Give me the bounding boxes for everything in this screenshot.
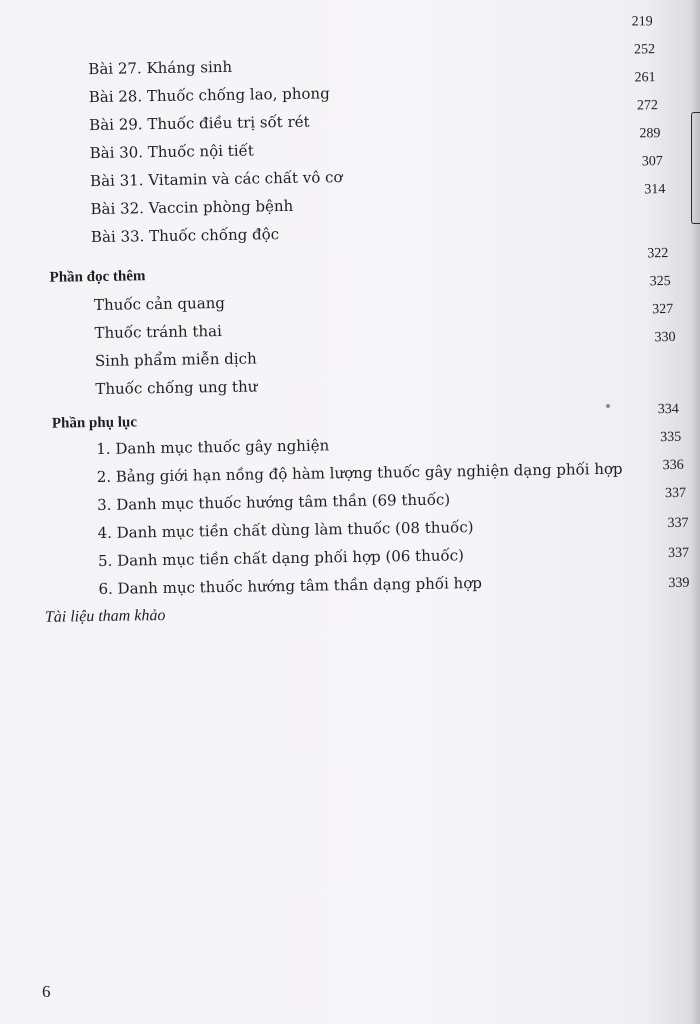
toc-entry: Sinh phẩm miễn dịch	[94, 349, 257, 371]
toc-page-number: 339	[668, 575, 690, 592]
toc-page-number: 337	[667, 545, 690, 562]
toc-entry: Bài 29. Thuốc điều trị sốt rét	[89, 112, 310, 135]
toc-page-number: 335	[660, 429, 682, 446]
toc-entry: 4. Danh mục tiền chất dùng làm thuốc (08 thuốc)	[97, 518, 474, 542]
section-page-number: 334	[657, 401, 679, 418]
toc-entry: Bài 32. Vaccin phòng bệnh	[90, 196, 294, 219]
toc-page-number: 337	[664, 485, 687, 502]
toc-entry: Bài 30. Thuốc nội tiết	[89, 141, 254, 163]
toc-page-number: 325	[649, 273, 671, 290]
page-number: 6	[42, 982, 51, 1001]
toc-page-number: 327	[652, 301, 674, 318]
toc-entry: Thuốc cản quang	[93, 293, 226, 315]
toc-entry: Thuốc tránh thai	[94, 322, 222, 343]
toc-entry: 2. Bảng giới hạn nồng độ hàm lượng thuốc gây nghiện dạng phối hợp	[96, 459, 623, 486]
toc-entry-references: Tài liệu tham khảo	[44, 606, 166, 626]
page-edge-shadow	[690, 0, 700, 1024]
print-speck	[606, 404, 610, 408]
toc-entry: 5. Danh mục tiền chất dạng phối hợp (06 thuốc)	[97, 546, 465, 570]
toc-page-number: 330	[654, 329, 676, 346]
toc-page-number: 261	[634, 70, 656, 86]
toc-entry: Bài 27. Kháng sinh	[88, 57, 233, 79]
toc-entry: 1. Danh mục thuốc gây nghiện	[96, 436, 330, 459]
toc-entry: Thuốc chống ung thư	[95, 377, 258, 399]
toc-entry: Bài 33. Thuốc chống độc	[90, 225, 280, 247]
toc-page-number: 289	[639, 126, 661, 142]
section-page-number: 322	[647, 245, 669, 262]
toc-page-number: 252	[633, 42, 656, 58]
toc-page-number: 314	[644, 182, 666, 198]
toc-page-number: 219	[631, 14, 653, 30]
toc-page-number: 272	[636, 98, 659, 114]
toc-entry: Bài 28. Thuốc chống lao, phong	[88, 84, 330, 107]
toc-entry: Bài 31. Vitamin và các chất vô cơ	[89, 168, 343, 191]
toc-entry: 3. Danh mục thuốc hướng tâm thần (69 thuốc)	[97, 490, 451, 514]
toc-entry: 6. Danh mục thuốc hướng tâm thần dạng phối hợp	[98, 573, 483, 598]
section-heading-appendix: Phần phụ lục	[51, 414, 138, 432]
toc-page-number: 337	[667, 515, 689, 532]
toc-page-number: 307	[641, 154, 663, 170]
toc-page-number: 336	[662, 457, 684, 474]
section-heading-reading: Phần đọc thêm	[49, 268, 146, 286]
